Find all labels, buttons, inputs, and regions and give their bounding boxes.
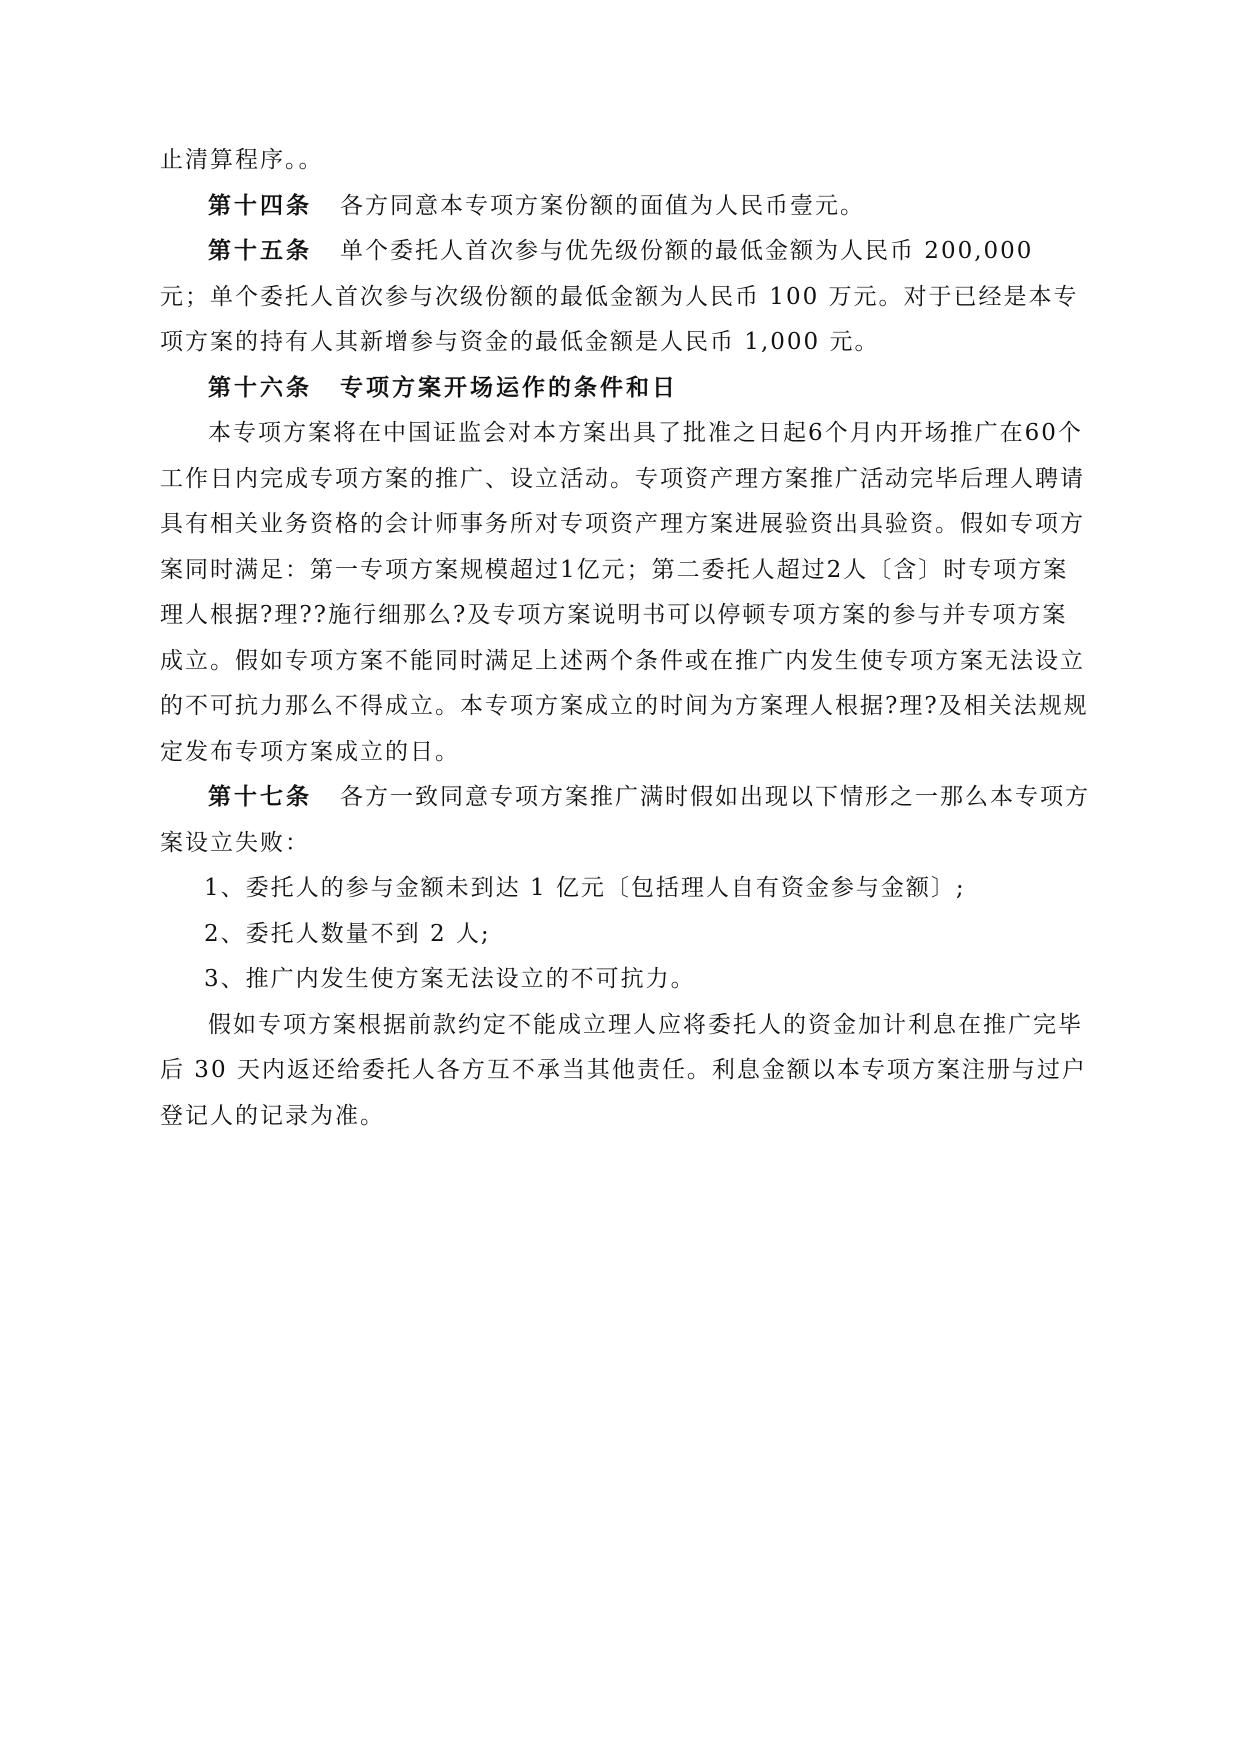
article-17 bbox=[160, 775, 1090, 866]
article-14 bbox=[160, 184, 1090, 230]
article-17-number: 第十七条 bbox=[208, 784, 312, 810]
article-16-heading bbox=[160, 366, 1090, 412]
article-16-title: 专项方案开场运作的条件和日 bbox=[340, 374, 678, 401]
list-item: 2、委托人数量不到 2 人; bbox=[204, 920, 491, 947]
list-item: 1、委托人的参与金额未到达 1 亿元〔包括理人自有资金参与金额〕; bbox=[204, 875, 966, 901]
list-item: 3、推广内发生使方案无法设立的不可抗力。 bbox=[204, 966, 696, 992]
article-16-number: 第十六条 bbox=[208, 374, 312, 401]
article-15-text: 单个委托人首次参与优先级份额的最低金额为人民币 200,000 元；单个委托人首次参与次级份额的最低金额为人民币 100 万元。对于已经是本专项方案的持有人其新增参与资金的最低金额是人民币 1,000 元。 bbox=[160, 238, 1079, 355]
article-15-number: 第十五条 bbox=[208, 238, 312, 264]
article-14-number: 第十四条 bbox=[208, 192, 312, 219]
article-17-closing: 假如专项方案根据前款约定不能成立理人应将委托人的资金加计利息在推广完毕后 30 天内返还给委托人各方互不承当其他责任。利息金额以本专项方案注册与过户登记人的记录为准。 bbox=[160, 1011, 1087, 1129]
continuation-paragraph: 止清算程序。。 bbox=[160, 147, 324, 173]
article-14-text: 各方同意本专项方案份额的面值为人民币壹元。 bbox=[340, 192, 865, 219]
document-page bbox=[160, 138, 1090, 1139]
article-16-body: 本专项方案将在中国证监会对本方案出具了批准之日起6个月内开场推广在60个工作日内完成专项方案的推广、设立活动。专项资产理方案推广活动完毕后理人聘请具有相关业务资格的会计师事务所对专项资产理方案进展验资出具验资。假如专项方案同时满足：第一专项方案规模超过1亿元；第二委托人超过2人〔含〕时专项方案理人根据?理??施行细那么?及专项方案说明书可以停顿专项方案的参与并专项方案成立。假如专项方案不能同时满足上述两个条件或在推广内发生使专项方案无法设立的不可抗力那么不得成立。本专项方案成立的时间为方案理人根据?理?及相关法规规定发布专项方案成立的日。 bbox=[160, 420, 1089, 765]
article-17-text: 各方一致同意专项方案推广满时假如出现以下情形之一那么本专项方案设立失败： bbox=[160, 784, 1090, 856]
article-15 bbox=[160, 229, 1090, 366]
